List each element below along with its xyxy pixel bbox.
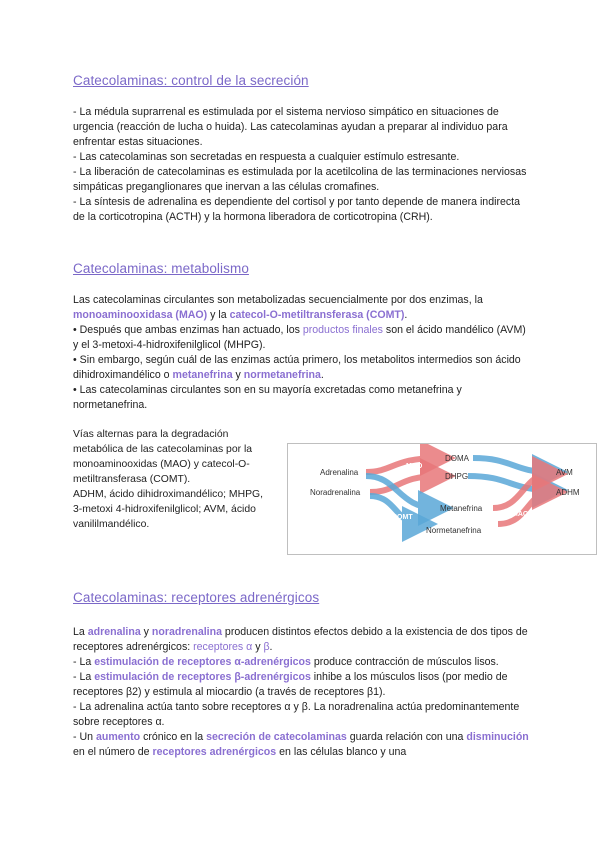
comt-label-1: COMT [495,451,516,458]
normetanefrina-label: Normetanefrina [426,526,482,535]
text: - Un [73,731,96,743]
doma-label: DOMA [445,454,469,463]
adhm-label: ADHM [556,488,580,497]
secrecion-highlight: secreción de catecolaminas [206,731,347,743]
text: y [232,369,244,381]
secrecion-line-2: - Las catecolaminas son secretadas en respuesta a cualquier estímulo estresante. [73,151,460,163]
metabolism-diagram-svg [288,444,596,554]
section-title-metabolismo: Catecolaminas: metabolismo [73,261,249,276]
productos-finales-highlight: productos finales [302,324,383,336]
comt-label-2: COMT [392,514,413,521]
adrenalina-highlight: adrenalina [87,626,141,638]
aumento-highlight: aumento [95,731,141,743]
receptores-p3 [73,670,533,700]
text: - La [73,671,95,683]
text: y [140,626,152,638]
mao-label-1: MAO [406,463,423,470]
text: • Sin embargo, según cuál de las enzimas actúa primero, los metabolitos intermedios son ácido dihidroximandélico o [73,354,521,381]
text: . [404,309,408,321]
metabolismo-p1 [73,293,533,323]
secrecion-body [73,105,533,225]
metabolismo-body [73,293,533,413]
text: La [73,626,88,638]
caption-line-2: ADHM, ácido dihidroximandélico; MHPG, 3-metoxi 4-hidroxifenilglicol; AVM, ácido vanililmandélico. [73,489,263,530]
receptores-p4: - La adrenalina actúa tanto sobre receptores α y β. La noradrenalina actúa predominantemente sobre receptores α. [73,701,520,728]
alfa-stimulation-highlight: estimulación de receptores α-adrenérgicos [94,656,311,668]
receptores-p1 [73,625,533,655]
text: - La [73,656,95,668]
beta-stimulation-highlight: estimulación de receptores β-adrenérgicos [94,671,311,683]
receptores-highlight: receptores adrenérgicos [152,746,277,758]
text: inhibe a los músculos lisos (por medio de receptores β2) y estimula al miocardio (a través de receptores β1). [73,671,508,698]
text: • Después que ambas enzimas han actuado, los [73,324,303,336]
avm-label: AVM [556,468,573,477]
text: en las células blanco y una [276,746,407,758]
beta-highlight: β [263,641,270,653]
dhpg-label: DHPG [445,472,469,481]
mao-label-2: MAO [512,511,529,518]
receptores-body [73,625,533,760]
text: Las catecolaminas circulantes son metabolizadas secuencialmente por dos enzimas, la [73,294,483,306]
comt-arrow-stage2 [473,458,550,472]
receptores-alfa-highlight: receptores α [193,641,253,653]
text: guarda relación con una [346,731,467,743]
comt-highlight: catecol-O-metiltransferasa (COMT) [229,309,405,321]
text: producen distintos efectos debido a la existencia de dos tipos de receptores adrenérgicos: [73,626,528,653]
disminucion-highlight: disminución [466,731,529,743]
metanefrina-highlight: metanefrina [172,369,233,381]
secrecion-line-1: - La médula suprarrenal es estimulada por el sistema nervioso simpático en situaciones de urgencia (reacción de lucha o huida). Las catecolaminas ayudan a preparar al individuo para enfrentar estas situaciones. [73,106,508,148]
secrecion-line-4: - La síntesis de adrenalina es dependiente del cortisol y por tanto depende de manera indirecta de la corticotropina (ACTH) y la hormona liberadora de corticotropina (CRH). [73,196,520,223]
text: . [320,369,324,381]
text: y la [207,309,230,321]
adrenalina-label: Adrenalina [320,468,359,477]
mao-highlight: monoaminooxidasa (MAO) [73,309,208,321]
normetanefrina-highlight: normetanefrina [243,369,321,381]
receptores-p5 [73,730,533,760]
caption-line-1: Vías alternas para la degradación metabólica de las catecolaminas por la monoaminooxidas (MAO) y catecol-O-metiltransferasa (COMT). [73,429,253,485]
mao-arrow-upper [366,458,438,472]
text: . [269,641,273,653]
section-title-receptores: Catecolaminas: receptores adrenérgicos [73,590,320,605]
text: y [252,641,264,653]
metabolism-diagram [287,443,597,555]
metabolismo-p3 [73,353,533,383]
text: produce contracción de músculos lisos. [310,656,499,668]
figure-caption [73,427,273,532]
metabolismo-p2 [73,323,533,353]
metanefrina-label: Metanefrina [440,504,483,513]
noradrenalina-highlight: noradrenalina [151,626,222,638]
secrecion-line-3: - La liberación de catecolaminas es estimulada por la acetilcolina de las terminaciones nerviosas simpáticas preganglionares que inervan a las células cromafines. [73,166,527,193]
receptores-p2 [73,655,533,670]
text: crónico en la [140,731,207,743]
section-title-secrecion: Catecolaminas: control de la secreción [73,73,309,88]
text: son el ácido mandélico (AVM) y el 3-metoxi-4-hidroxifenilglicol (MHPG). [73,324,526,351]
metabolismo-p4: • Las catecolaminas circulantes son en su mayoría excretadas como metanefrina y normetanefrina. [73,384,462,411]
text: en el número de [73,746,153,758]
noradrenalina-label: Noradrenalina [310,488,361,497]
